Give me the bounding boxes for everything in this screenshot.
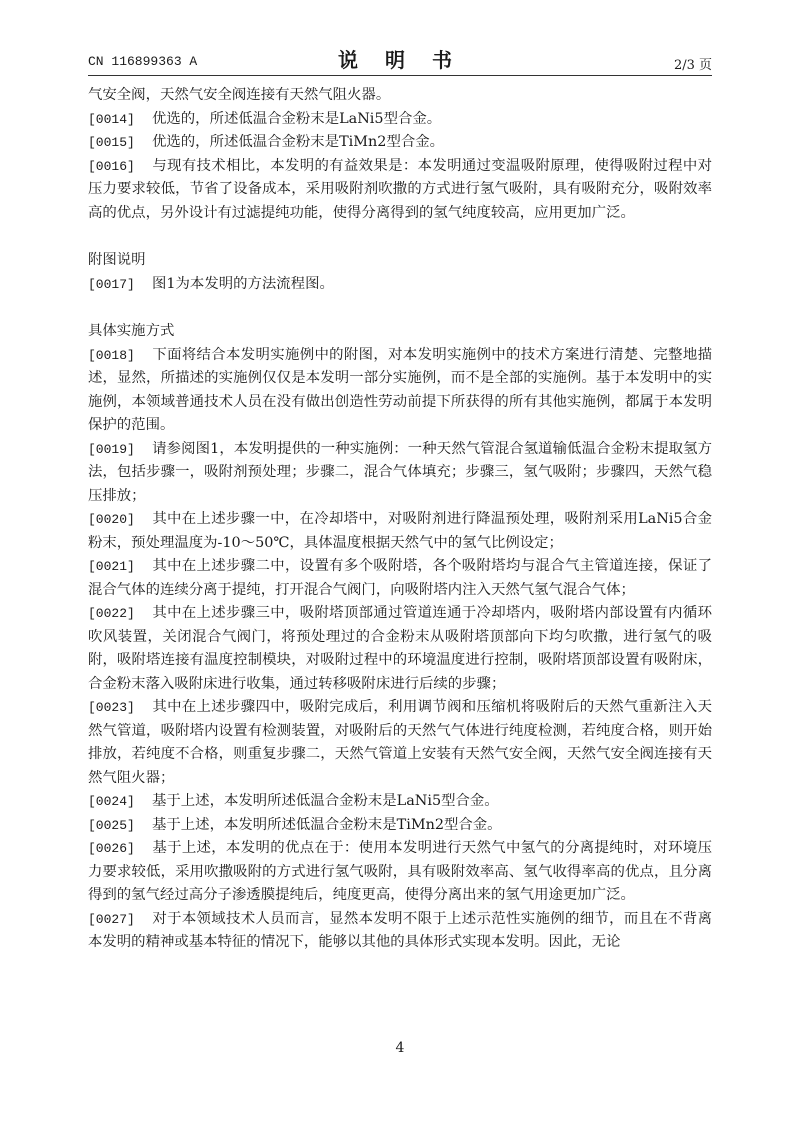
header-rule — [88, 75, 712, 76]
paragraph — [88, 131, 712, 155]
paragraph-number: [0020] — [88, 512, 135, 527]
paragraph — [88, 555, 712, 602]
paragraph-group-summary — [88, 108, 712, 226]
paragraph-text: 其中在上述步骤二中，设置有多个吸附塔，各个吸附塔均与混合气主管道连接，保证了混合气体的连续分离于提纯，打开混合气阀门，向吸附塔内注入天然气氢气混合气体； — [88, 558, 712, 598]
paragraph-group-embodiment — [88, 344, 712, 955]
paragraph-text: 请参阅图1，本发明提供的一种实施例：一种天然气管混合氢道输低温合金粉末提取氢方法，包括步骤一，吸附剂预处理；步骤二，混合气体填充；步骤三，氢气吸附；步骤四，天然气稳压排放； — [88, 440, 712, 504]
paragraph — [88, 508, 712, 555]
paragraph — [88, 273, 712, 297]
paragraph — [88, 696, 712, 790]
doc-title: 说 明 书 — [338, 48, 462, 72]
page-header — [88, 40, 712, 80]
paragraph — [88, 908, 712, 955]
paragraph-number: [0017] — [88, 276, 135, 292]
paragraph-text: 其中在上述步骤一中，在冷却塔中，对吸附剂进行降温预处理，吸附剂采用LaNi5合金粉末，预处理温度为-10～50℃，具体温度根据天然气中的氢气比例设定； — [88, 511, 712, 551]
paragraph-number: [0022] — [88, 606, 135, 621]
spacer — [88, 225, 712, 249]
paragraph-number: [0025] — [88, 817, 135, 833]
paragraph-text: 基于上述，本发明所述低温合金粉末是LaNi5型合金。 — [152, 793, 499, 809]
paragraph — [88, 155, 712, 226]
paragraph-number: [0024] — [88, 794, 135, 809]
paragraph-number: [0026] — [88, 841, 135, 856]
paragraph-number: [0018] — [88, 347, 135, 363]
paragraph — [88, 602, 712, 696]
spacer — [88, 296, 712, 320]
paragraph — [88, 108, 712, 132]
page-number: 4 — [395, 1040, 405, 1056]
paragraph-text: 对于本领域技术人员而言，显然本发明不限于上述示范性实施例的细节，而且在不背离本发明的精神或基本特征的情况下，能够以其他的具体形式实现本发明。因此，无论 — [88, 910, 712, 950]
paragraph-number: [0027] — [88, 911, 135, 927]
continuation-text: 气安全阀，天然气安全阀连接有天然气阻火器。 — [88, 87, 391, 103]
paragraph-text: 下面将结合本发明实施例中的附图，对本发明实施例中的技术方案进行清楚、完整地描述，显然，所描述的实施例仅仅是本发明一部分实施例，而不是全部的实施例。基于本发明中的实施例，本领域普通技术人员在没有做出创造性劳动前提下所获得的所有其他实施例，都属于本发明保护的范围。 — [88, 346, 712, 433]
paragraph — [88, 344, 712, 438]
document-body — [88, 84, 712, 955]
section-heading-figures: 附图说明 — [88, 252, 146, 268]
paragraph-number: [0015] — [88, 135, 135, 150]
paragraph-number: [0014] — [88, 111, 135, 127]
paragraph-text: 基于上述，本发明的优点在于：使用本发明进行天然气中氢气的分离提纯时，对环境压力要求较低，采用吹撒吸附的方式进行氢气吸附，具有吸附效率高、氢气收得率高的优点，且分离得到的氢气经过高分子渗透膜提纯后，纯度更高，使得分离出来的氢气用途更加广泛。 — [88, 840, 712, 903]
paragraph-text: 优选的，所述低温合金粉末是LaNi5型合金。 — [152, 110, 442, 127]
paragraph-number: [0023] — [88, 700, 135, 715]
paragraph-group-figures — [88, 273, 712, 297]
paragraph-text: 图1为本发明的方法流程图。 — [152, 275, 334, 292]
paragraph — [88, 438, 712, 509]
paragraph — [88, 790, 712, 814]
paragraph-text: 与现有技术相比，本发明的有益效果是：本发明通过变温吸附原理，使得吸附过程中对压力要求较低，节省了设备成本，采用吸附剂吹撒的方式进行氢气吸附，具有吸附充分，吸附效率高的优点，另外设计有过滤提纯功能，使得分离得到的氢气纯度较高，应用更加广泛。 — [88, 157, 712, 221]
paragraph — [88, 814, 712, 838]
paragraph-text: 其中在上述步骤四中，吸附完成后，利用调节阀和压缩机将吸附后的天然气重新注入天然气管道，吸附塔内设置有检测装置，对吸附后的天然气气体进行纯度检测，若纯度合格，则开始排放，若纯度不合格，则重复步骤二，天然气管道上安装有天然气安全阀，天然气安全阀连接有天然气阻火器； — [88, 699, 712, 786]
paragraph-text: 基于上述，本发明所述低温合金粉末是TiMn2型合金。 — [152, 816, 502, 833]
paragraph — [88, 837, 712, 908]
paragraph-number: [0019] — [88, 441, 135, 457]
page-info: 2/3 页 — [673, 58, 712, 73]
paragraph-text: 优选的，所述低温合金粉末是TiMn2型合金。 — [152, 134, 445, 150]
section-heading-embodiment: 具体实施方式 — [88, 323, 175, 339]
paragraph-text: 其中在上述步骤三中，吸附塔顶部通过管道连通于冷却塔内，吸附塔内部设置有内循环吹风装置，关闭混合气阀门，将预处理过的合金粉末从吸附塔顶部向下均匀吹撒，进行氢气的吸附，吸附塔连接有温度控制模块，对吸附过程中的环境温度进行控制，吸附塔顶部设置有吸附床，合金粉末落入吸附床进行收集，通过转移吸附床进行后续的步骤； — [88, 605, 712, 692]
paragraph-number: [0021] — [88, 559, 135, 574]
paragraph-number: [0016] — [88, 158, 135, 174]
doc-number: CN 116899363 A — [88, 54, 198, 69]
